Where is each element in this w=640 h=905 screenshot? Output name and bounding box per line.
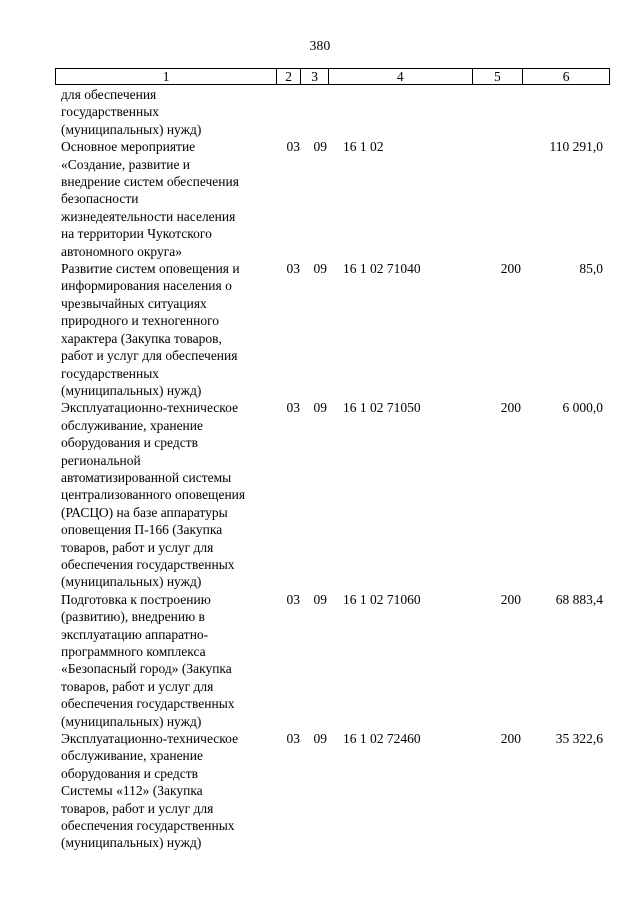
row-target-code: 16 1 02 71050 (343, 400, 421, 416)
row-section: 03 (286, 591, 300, 607)
page-number: 380 (309, 38, 331, 53)
row-name: для обеспечения государственных (муниципальных) нужд) (61, 87, 202, 137)
row-section: 03 (286, 261, 300, 277)
row-expense-type: 200 (500, 261, 521, 277)
table-row (55, 138, 610, 260)
table-row (55, 730, 610, 852)
row-subsection: 09 (313, 139, 327, 155)
table-row (55, 86, 610, 138)
row-subsection: 09 (313, 261, 327, 277)
row-amount: 68 883,4 (555, 591, 603, 607)
header-col-1: 1 (56, 69, 277, 84)
header-col-2: 2 (277, 69, 301, 84)
table-row (55, 399, 610, 590)
table-row (55, 260, 610, 399)
row-name: Основное мероприятие «Создание, развитие и внедрение систем обеспечения безопасности жизнедеятельности населения на территории Чукотского автономного округа» (61, 139, 239, 259)
row-expense-type: 200 (500, 400, 521, 416)
table-row (55, 591, 610, 730)
row-expense-type: 200 (500, 591, 521, 607)
row-amount: 6 000,0 (562, 400, 603, 416)
header-col-6: 6 (562, 69, 570, 84)
row-name: Развитие систем оповещения и информирования населения о чрезвычайных ситуациях природного и техногенного характера (Закупка товаров, работ и услуг для обеспечения государственных (муниципальных) нужд) (61, 261, 240, 398)
header-col-4: 4 (329, 69, 472, 84)
row-name: Подготовка к построению (развитию), внедрению в эксплуатацию аппаратно- программного комплекса «Безопасный город» (Закупка товаров, работ и услуг для обеспечения государственных (муниципальных) нужд) (61, 591, 235, 729)
row-amount: 110 291,0 (549, 139, 603, 155)
header-col-5: 5 (473, 69, 524, 84)
row-target-code: 16 1 02 (343, 139, 384, 155)
row-target-code: 16 1 02 71040 (343, 261, 421, 277)
table-header (55, 68, 610, 85)
row-expense-type: 200 (500, 731, 521, 747)
row-amount: 35 322,6 (555, 731, 603, 747)
row-subsection: 09 (313, 400, 327, 416)
row-subsection: 09 (313, 731, 327, 747)
row-section: 03 (286, 731, 300, 747)
row-amount: 85,0 (579, 261, 603, 277)
row-target-code: 16 1 02 71060 (343, 591, 421, 607)
row-target-code: 16 1 02 72460 (343, 731, 421, 747)
row-section: 03 (286, 139, 300, 155)
row-section: 03 (286, 400, 300, 416)
table-body (55, 86, 610, 852)
header-col-3: 3 (301, 69, 329, 84)
row-name: Эксплуатационно-техническое обслуживание, хранение оборудования и средств региональной автоматизированной системы централизованного оповещения (РАСЦО) на базе аппаратуры оповещения П-166 (Закупка товаров, работ и услуг для обеспечения государственных (муниципальных) нужд) (61, 400, 246, 590)
row-name: Эксплуатационно-техническое обслуживание, хранение оборудования и средств Системы «112» (Закупка товаров, работ и услуг для обеспечения государственных (муниципальных) нужд) (61, 731, 239, 851)
row-subsection: 09 (313, 591, 327, 607)
